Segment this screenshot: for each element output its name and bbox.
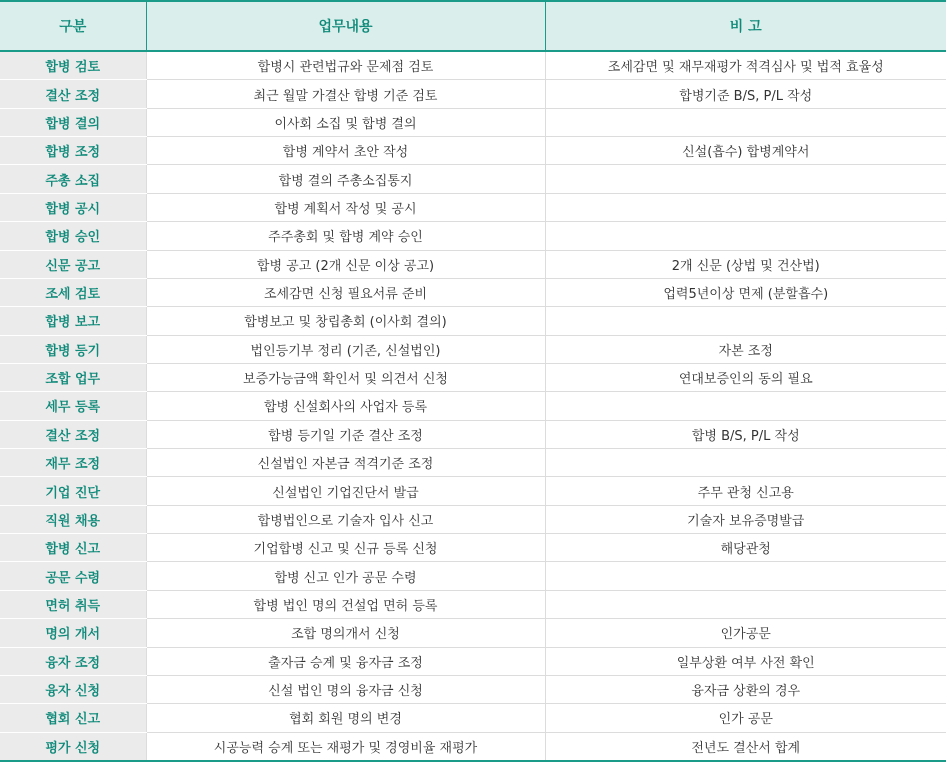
row-note: 기술자 보유증명발급	[545, 505, 946, 533]
row-task: 협회 회원 명의 변경	[146, 704, 545, 732]
table-row	[0, 505, 946, 533]
row-category: 주총 소집	[0, 165, 146, 193]
row-task: 합병 계획서 작성 및 공시	[146, 193, 545, 221]
table-row	[0, 222, 946, 250]
row-note: 2개 신문 (상법 및 건산법)	[545, 250, 946, 278]
row-task: 법인등기부 정리 (기존, 신설법인)	[146, 335, 545, 363]
header-row	[0, 1, 946, 51]
row-note: 자본 조정	[545, 335, 946, 363]
table-row	[0, 165, 946, 193]
table-row	[0, 477, 946, 505]
table-row	[0, 590, 946, 618]
row-task: 합병보고 및 창립총회 (이사회 결의)	[146, 307, 545, 335]
row-note	[545, 562, 946, 590]
table-row	[0, 193, 946, 221]
row-task: 신설 법인 명의 융자금 신청	[146, 675, 545, 703]
row-note: 신설(흡수) 합병계약서	[545, 137, 946, 165]
table-row	[0, 335, 946, 363]
row-task: 합병 결의 주총소집통지	[146, 165, 545, 193]
row-category: 합병 결의	[0, 108, 146, 136]
row-task: 합병 법인 명의 건설업 면허 등록	[146, 590, 545, 618]
row-task: 합병 신고 인가 공문 수령	[146, 562, 545, 590]
table-body	[0, 51, 946, 761]
row-note: 일부상환 여부 사전 확인	[545, 647, 946, 675]
row-task: 주주총회 및 합병 계약 승인	[146, 222, 545, 250]
row-task: 기업합병 신고 및 신규 등록 신청	[146, 534, 545, 562]
row-category: 공문 수령	[0, 562, 146, 590]
table-row	[0, 392, 946, 420]
row-category: 신문 공고	[0, 250, 146, 278]
header-note: 비 고	[545, 1, 946, 51]
row-task: 합병시 관련법규와 문제점 검토	[146, 51, 545, 80]
row-category: 합병 공시	[0, 193, 146, 221]
table-row	[0, 250, 946, 278]
table-row	[0, 278, 946, 306]
row-category: 협회 신고	[0, 704, 146, 732]
row-note	[545, 590, 946, 618]
row-task: 이사회 소집 및 합병 결의	[146, 108, 545, 136]
row-note: 주무 관청 신고용	[545, 477, 946, 505]
table-row	[0, 449, 946, 477]
table-row	[0, 534, 946, 562]
row-task: 출자금 승계 및 융자금 조정	[146, 647, 545, 675]
row-note: 연대보증인의 동의 필요	[545, 363, 946, 391]
row-note	[545, 108, 946, 136]
row-note	[545, 449, 946, 477]
row-task: 합병법인으로 기술자 입사 신고	[146, 505, 545, 533]
row-note: 인가공문	[545, 619, 946, 647]
row-category: 조합 업무	[0, 363, 146, 391]
row-category: 합병 승인	[0, 222, 146, 250]
row-task: 보증가능금액 확인서 및 의견서 신청	[146, 363, 545, 391]
row-note: 합병 B/S, P/L 작성	[545, 420, 946, 448]
row-category: 합병 보고	[0, 307, 146, 335]
table-row	[0, 675, 946, 703]
table-row	[0, 732, 946, 761]
table-header	[0, 1, 946, 51]
table-row	[0, 80, 946, 108]
header-task: 업무내용	[146, 1, 545, 51]
row-task: 신설법인 자본금 적격기준 조정	[146, 449, 545, 477]
row-note: 합병기준 B/S, P/L 작성	[545, 80, 946, 108]
row-category: 융자 신청	[0, 675, 146, 703]
row-category: 평가 신청	[0, 732, 146, 761]
row-note: 조세감면 및 재무재평가 적격심사 및 법적 효율성	[545, 51, 946, 80]
row-note	[545, 165, 946, 193]
table-row	[0, 619, 946, 647]
table-row	[0, 108, 946, 136]
row-category: 세무 등록	[0, 392, 146, 420]
table-row	[0, 307, 946, 335]
table-row	[0, 137, 946, 165]
row-category: 결산 조정	[0, 80, 146, 108]
row-note: 전년도 결산서 합계	[545, 732, 946, 761]
row-category: 합병 신고	[0, 534, 146, 562]
row-category: 직원 채용	[0, 505, 146, 533]
table-row	[0, 420, 946, 448]
row-category: 결산 조정	[0, 420, 146, 448]
row-category: 합병 등기	[0, 335, 146, 363]
table-row	[0, 51, 946, 80]
row-note	[545, 307, 946, 335]
row-category: 융자 조정	[0, 647, 146, 675]
row-note: 업력5년이상 면제 (분할흡수)	[545, 278, 946, 306]
row-task: 합병 신설회사의 사업자 등록	[146, 392, 545, 420]
row-note: 인가 공문	[545, 704, 946, 732]
row-category: 재무 조정	[0, 449, 146, 477]
row-note	[545, 392, 946, 420]
row-note	[545, 222, 946, 250]
row-task: 합병 계약서 초안 작성	[146, 137, 545, 165]
table-row	[0, 363, 946, 391]
table-row	[0, 647, 946, 675]
row-task: 조합 명의개서 신청	[146, 619, 545, 647]
row-category: 합병 조정	[0, 137, 146, 165]
header-category: 구분	[0, 1, 146, 51]
row-task: 최근 월말 가결산 합병 기준 검토	[146, 80, 545, 108]
row-note	[545, 193, 946, 221]
row-category: 명의 개서	[0, 619, 146, 647]
row-task: 조세감면 신청 필요서류 준비	[146, 278, 545, 306]
row-task: 합병 등기일 기준 결산 조정	[146, 420, 545, 448]
table-row	[0, 562, 946, 590]
row-task: 시공능력 승계 또는 재평가 및 경영비율 재평가	[146, 732, 545, 761]
row-category: 조세 검토	[0, 278, 146, 306]
row-category: 합병 검토	[0, 51, 146, 80]
row-note: 융자금 상환의 경우	[545, 675, 946, 703]
row-task: 합병 공고 (2개 신문 이상 공고)	[146, 250, 545, 278]
row-note: 해당관청	[545, 534, 946, 562]
row-category: 기업 진단	[0, 477, 146, 505]
row-category: 면허 취득	[0, 590, 146, 618]
table-row	[0, 704, 946, 732]
row-task: 신설법인 기업진단서 발급	[146, 477, 545, 505]
